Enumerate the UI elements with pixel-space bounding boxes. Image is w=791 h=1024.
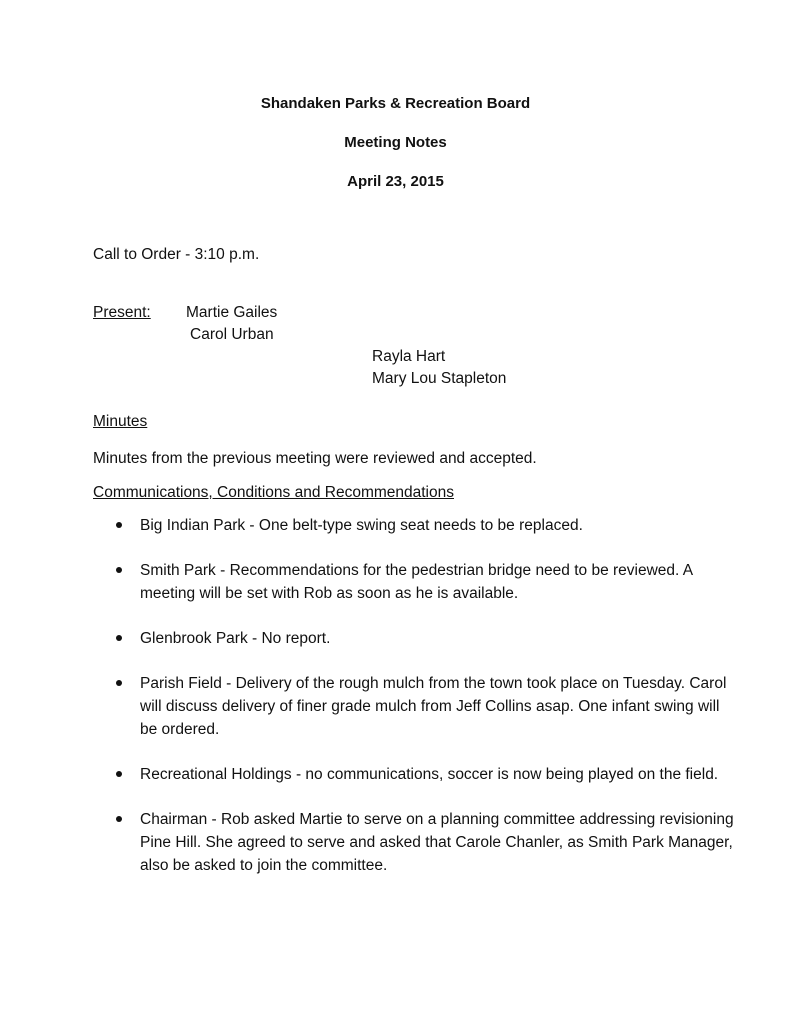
present-member: Carol Urban bbox=[190, 326, 274, 343]
list-item-text: Glenbrook Park - No report. bbox=[140, 630, 331, 647]
list-item bbox=[116, 763, 736, 786]
list-item bbox=[116, 627, 736, 650]
list-item bbox=[116, 559, 736, 605]
list-item-text: Smith Park - Recommendations for the pedestrian bridge need to be reviewed. A meeting will be set with Rob as soon as he is available. bbox=[140, 562, 693, 602]
minutes-heading: Minutes bbox=[93, 413, 148, 430]
bullet-icon bbox=[116, 816, 122, 822]
bullet-icon bbox=[116, 771, 122, 777]
meeting-date: April 23, 2015 bbox=[347, 173, 444, 190]
present-member: Mary Lou Stapleton bbox=[372, 370, 507, 387]
bullet-icon bbox=[116, 567, 122, 573]
list-item-text: Chairman - Rob asked Martie to serve on a planning committee addressing revisioning Pine Hill. She agreed to serve and asked that Carole Chanler, as Smith Park Manager, also be asked to join the committee. bbox=[140, 811, 734, 874]
call-to-order: Call to Order - 3:10 p.m. bbox=[93, 246, 260, 263]
list-item bbox=[116, 808, 736, 877]
communications-list bbox=[116, 514, 736, 899]
present-label: Present: bbox=[93, 304, 151, 321]
list-item bbox=[116, 672, 736, 741]
list-item-text: Parish Field - Delivery of the rough mulch from the town took place on Tuesday. Carol will discuss delivery of finer grade mulch from Jeff Collins asap. One infant swing will be ordered. bbox=[140, 675, 727, 738]
list-item-text: Recreational Holdings - no communications, soccer is now being played on the field. bbox=[140, 766, 719, 783]
communications-heading: Communications, Conditions and Recommendations bbox=[93, 484, 454, 501]
bullet-icon bbox=[116, 680, 122, 686]
bullet-icon bbox=[116, 635, 122, 641]
present-member: Martie Gailes bbox=[186, 304, 278, 321]
doc-type-title: Meeting Notes bbox=[344, 134, 447, 151]
org-title: Shandaken Parks & Recreation Board bbox=[260, 95, 531, 112]
list-item bbox=[116, 514, 736, 537]
present-member: Rayla Hart bbox=[372, 348, 446, 365]
minutes-text: Minutes from the previous meeting were reviewed and accepted. bbox=[93, 450, 537, 467]
list-item-text: Big Indian Park - One belt-type swing seat needs to be replaced. bbox=[140, 517, 583, 534]
bullet-icon bbox=[116, 522, 122, 528]
